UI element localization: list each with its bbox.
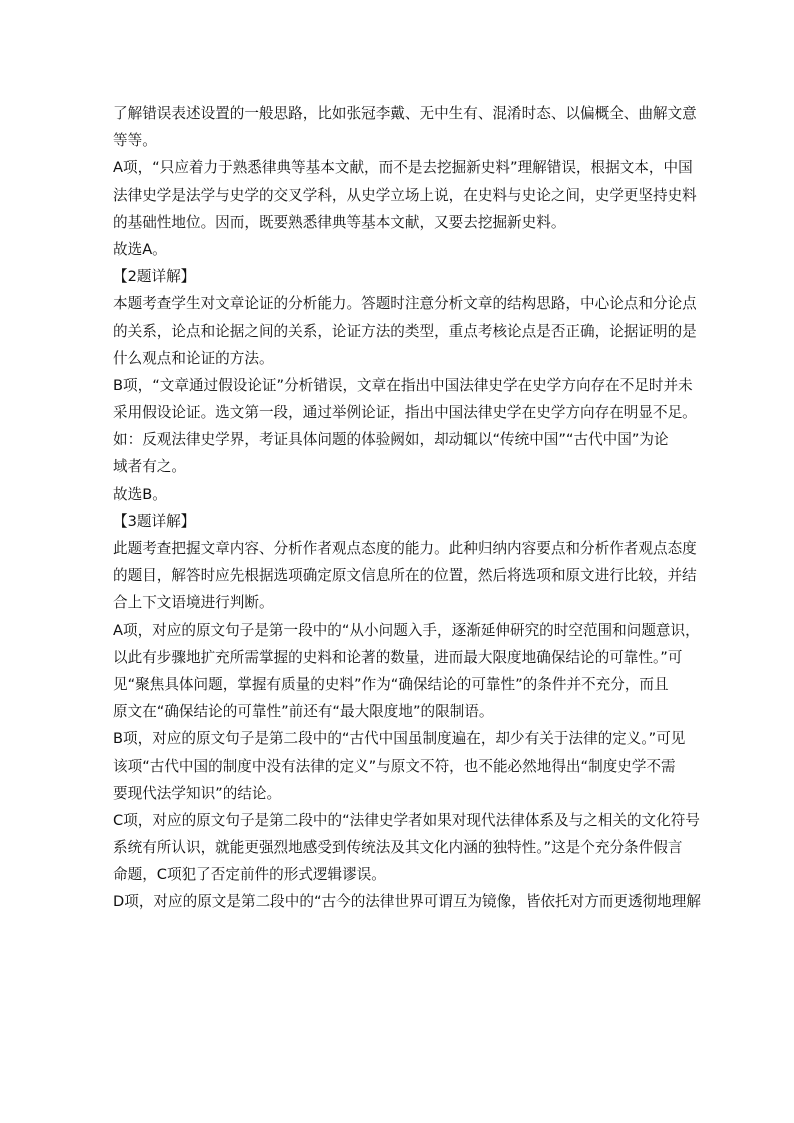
answer-line: 故选A。 — [113, 240, 167, 258]
section-heading: 【2题详解】 — [113, 268, 196, 286]
text-line: 采用假设论证。选文第一段，通过举例论证，指出中国法律史学在史学方向存在明显不足。 — [113, 404, 697, 422]
text-line: 了解错误表述设置的一般思路，比如张冠李戴、无中生有、混淆时态、以偏概全、曲解文意 — [113, 105, 697, 122]
text-line: 原文在“确保结论的可靠性”前还有“最大限度地”的限制语。 — [113, 703, 494, 721]
text-line: 本题考查学生对文章论证的分析能力。答题时注意分析文章的结构思路，中心论点和分论点 — [113, 295, 697, 313]
text-line: 的关系，论点和论据之间的关系，论证方法的类型，重点考核论点是否正确，论据证明的是 — [113, 322, 697, 340]
text-line: 系统有所认识，就能更强烈地感受到传统法及其文化内涵的独特性。”这是个充分条件假言 — [113, 839, 683, 857]
text-line: 要现代法学知识”的结论。 — [113, 784, 282, 802]
text-line: 该项“古代中国的制度中没有法律的定义”与原文不符，也不能必然地得出“制度史学不需 — [113, 757, 676, 775]
text-line: 的基础性地位。因而，既要熟悉律典等基本文献，又要去挖掘新史料。 — [113, 213, 566, 231]
text-line: A项，对应的原文句子是第一段中的“从小问题入手，逐渐延伸研究的时空范围和问题意识， — [113, 621, 700, 639]
text-line: 以此有步骤地扩充所需掌握的史料和论著的数量，进而最大限度地确保结论的可靠性。”可 — [113, 648, 683, 666]
text-line: 此题考查把握文章内容、分析作者观点态度的能力。此种归纳内容要点和分析作者观点态度 — [113, 540, 697, 557]
text-line: A项，“只应着力于熟悉律典等基本文献，而不是去挖掘新史料”理解错误，根据文本，中国 — [113, 159, 693, 177]
document-body — [113, 100, 701, 916]
text-line: 法律史学是法学与史学的交叉学科，从史学立场上说，在史料与史论之间，史学更坚持史料 — [113, 186, 697, 204]
text-line: 合上下文语境进行判断。 — [113, 594, 274, 612]
answer-line: 故选B。 — [113, 485, 167, 503]
text-line: D项，对应的原文是第二段中的“古今的法律世界可谓互为镜像，皆依托对方而更透彻地理解 — [113, 893, 701, 911]
text-line: 命题，C项犯了否定前件的形式逻辑谬误。 — [113, 866, 386, 884]
text-line: 的题目，解答时应先根据选项确定原文信息所在的位置，然后将选项和原文进行比较，并结 — [113, 567, 697, 585]
text-line: 见“聚焦具体问题，掌握有质量的史料”作为“确保结论的可靠性”的条件并不充分，而且 — [113, 675, 669, 693]
text-line: 域者有之。 — [113, 458, 186, 476]
text-line: 如：反观法律史学界，考证具体问题的体验阙如，却动辄以“传统中国”“古代中国”为论 — [113, 431, 669, 449]
text-line: C项，对应的原文句子是第二段中的“法律史学者如果对现代法律体系及与之相关的文化符号 — [113, 811, 700, 829]
section-heading: 【3题详解】 — [113, 512, 196, 530]
text-line: B项，“文章通过假设论证”分析错误，文章在指出中国法律史学在史学方向存在不足时并未 — [113, 376, 693, 394]
text-line: B项，对应的原文句子是第二段中的“古代中国虽制度遍在，却少有关于法律的定义。”可见 — [113, 730, 686, 748]
text-line: 什么观点和论证的方法。 — [113, 349, 274, 367]
text-line: 等等。 — [113, 132, 157, 150]
